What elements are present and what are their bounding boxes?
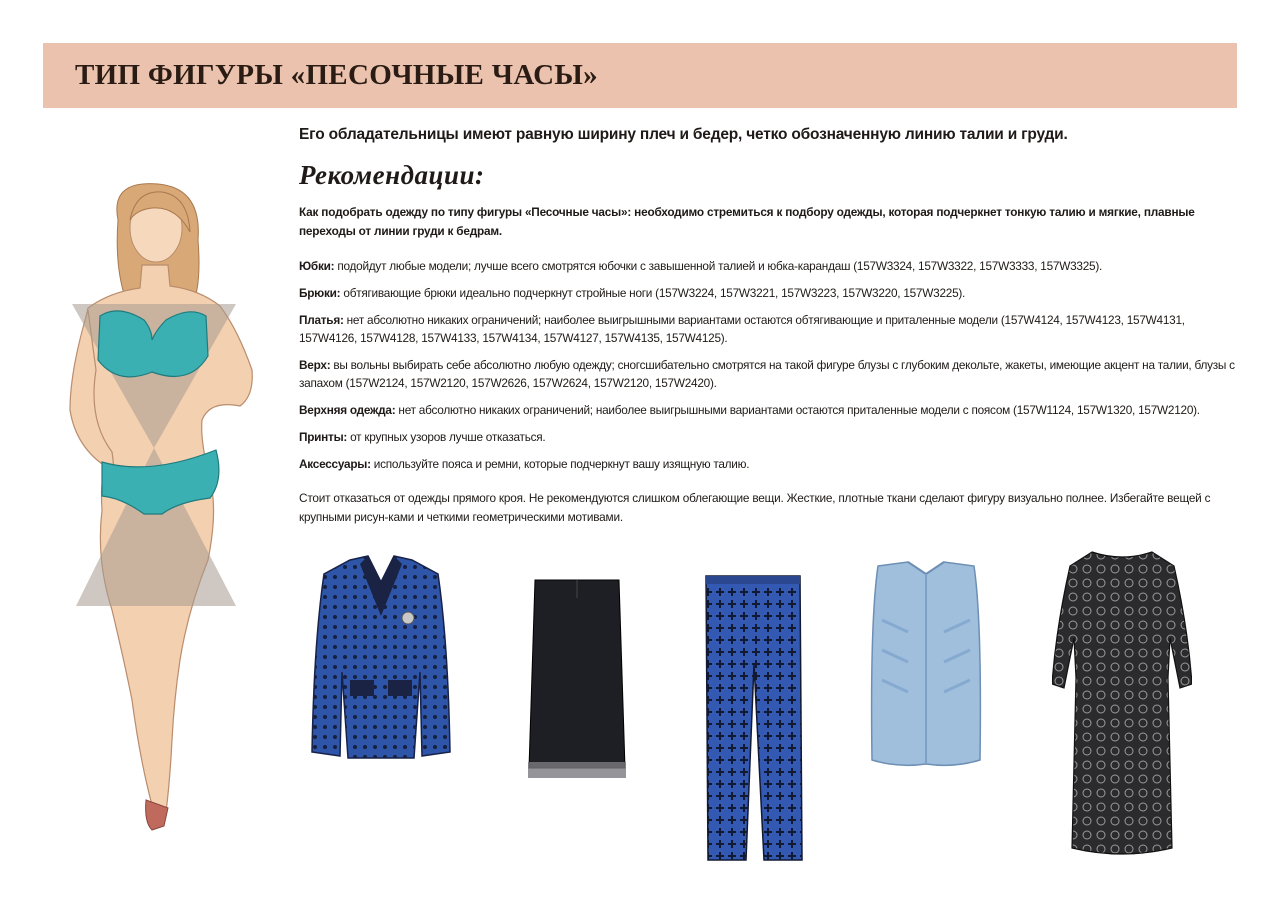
hourglass-figure-illustration — [40, 180, 270, 840]
item-trousers: Брюки: обтягивающие брюки идеально подчеркнут стройные ноги (157W3224, 157W3221, 157W3223, 157W3220, 157W3225). — [299, 286, 966, 300]
recommendations-heading: Рекомендации: — [299, 160, 485, 190]
item-skirts: Юбки: подойдут любые модели; лучше всего смотрятся юбочки с завышенной талией и юбка-карандаш (157W3324, 157W3322, 157W3333, 157W3325). — [299, 259, 1103, 273]
recommendations-lead: Как подобрать одежду по типу фигуры «Песочные часы»: необходимо стремиться к подбору одежды, которая подчеркнет тонкую талию и мягкие, плавные переходы от линии груди к бедрам. — [299, 205, 1195, 238]
avoid-note: Стоит отказаться от одежды прямого кроя. Не рекомендуются слишком облегающие вещи. Жесткие, плотные ткани сделают фигуру визуально полнее. Избегайте вещей с крупными рисун-ками и четкими геометрическими мотивами. — [299, 491, 1211, 524]
recommendations-list — [299, 257, 1244, 482]
page-title: ТИП ФИГУРЫ «ПЕСОЧНЫЕ ЧАСЫ» — [75, 59, 598, 91]
item-accessories: Аксессуары: используйте пояса и ремни, которые подчеркнут вашу изящную талию. — [299, 457, 750, 471]
item-dresses: Платья: нет абсолютно никаких ограничений; наиболее выигрышными вариантами остаются обтягивающие и приталенные модели (157W4124, 157W4123, 157W4131, 157W4126, 157W4128, 157W4133, 157W4134, 157W4127, 157W4135, 157W4125). — [299, 313, 1185, 345]
fur-vest-image — [868, 560, 984, 768]
pencil-skirt-image — [525, 578, 629, 784]
item-prints: Принты: от крупных узоров лучше отказаться. — [299, 430, 546, 444]
intro-text: Его обладательницы имеют равную ширину плеч и бедер, четко обозначенную линию талии и груди. — [299, 126, 1068, 143]
trousers-image — [702, 574, 804, 862]
item-outerwear: Верхняя одежда: нет абсолютно никаких ограничений; наиболее выигрышными вариантами остаются приталенные модели с поясом (157W1124, 157W1320, 157W2120). — [299, 403, 1200, 417]
title-banner — [43, 43, 1237, 108]
jacket-image — [310, 552, 452, 762]
item-tops: Верх: вы вольны выбирать себе абсолютно любую одежду; сногсшибательно смотрятся на такой фигуре блузы с глубоким декольте, жакеты, имеющие акцент на талии, блузы с запахом (157W2124, 157W2120, 157W2626, 157W2624, 157W2120, 157W2420). — [299, 358, 1235, 390]
lace-dress-image — [1052, 548, 1192, 860]
